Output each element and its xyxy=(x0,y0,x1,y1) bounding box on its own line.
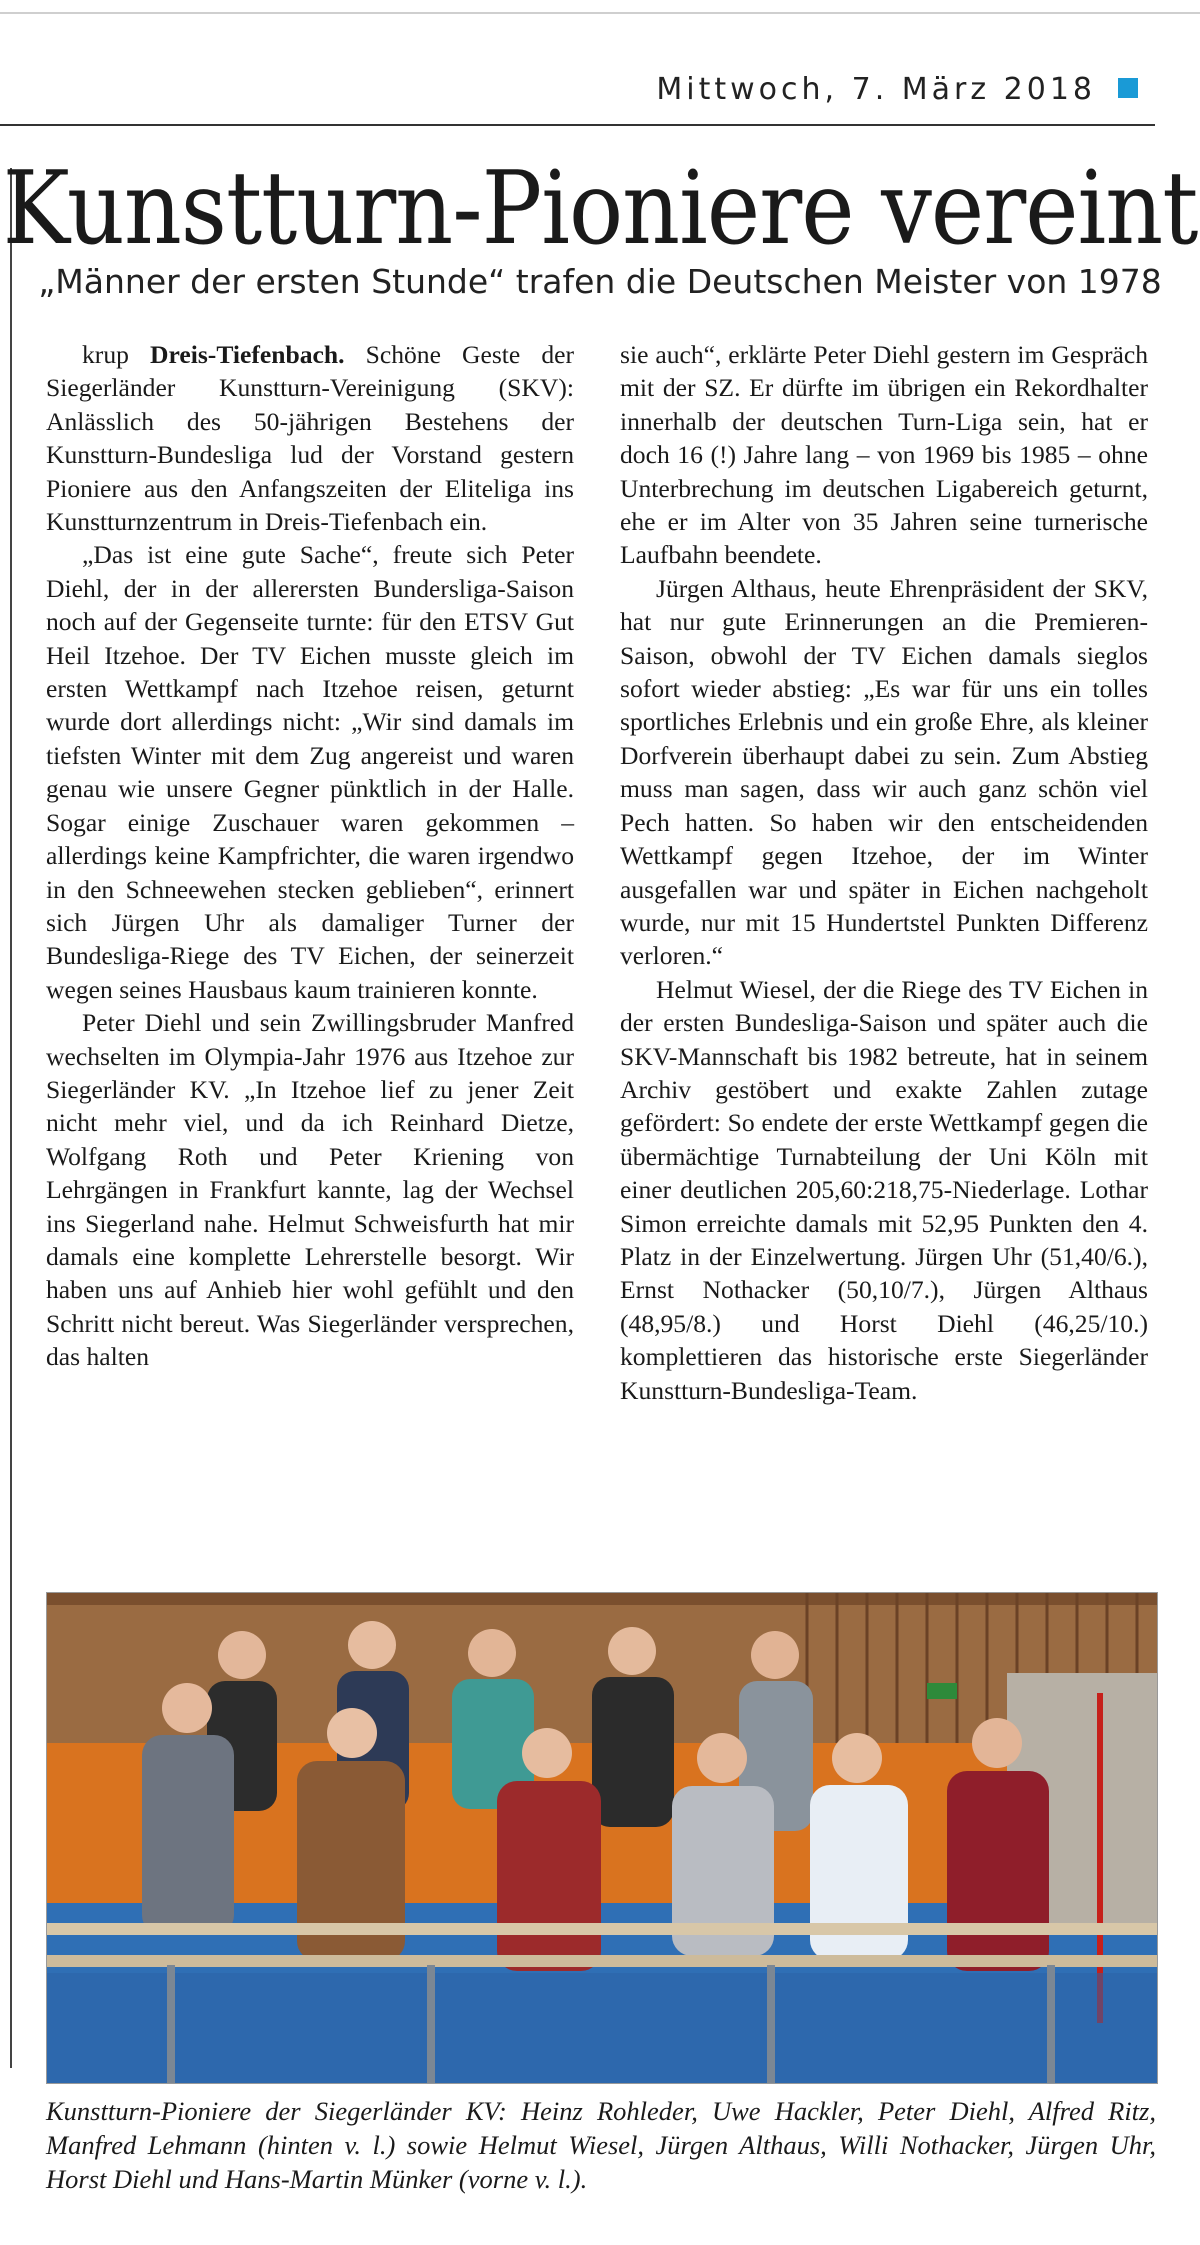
paragraph: sie auch“, erklärte Peter Diehl gestern im Gespräch mit der SZ. Er dürfte im übrigen ein Rekordhalter innerhalb der deutschen Turn-Liga sein, hat er doch 16 (!) Jahre lang – von 1969 bis 1985 – ohne Unterbrechung im deutschen Ligabereich geturnt, ehe er im Alter von 35 Jahren seine turnerische Laufbahn beendete. xyxy=(620,340,1148,570)
subheadline: „Männer der ersten Stunde“ trafen die Deutschen Meister von 1978 xyxy=(38,262,1162,301)
paragraph: Peter Diehl und sein Zwillingsbruder Manfred wechselten im Olympia-Jahr 1976 aus Itzehoe zur Siegerländer KV. „In Itzehoe lief zu jener Zeit nicht mehr viel, und da ich Reinhard Dietze, Wolfgang Roth und Peter Kriening von Lehrgängen in Frankfurt kannte, lag der Wechsel ins Siegerland nahe. Helmut Schweisfurth hat mir damals eine komplette Lehrerstelle besorgt. Wir haben uns auf Anhieb hier wohl gefühlt und den Schritt nicht bereut. Was Siegerländer versprechen, das halten xyxy=(46,1008,574,1372)
top-border xyxy=(0,12,1200,14)
paragraph xyxy=(46,338,574,538)
author-tag: krup xyxy=(82,340,129,369)
issue-date xyxy=(656,72,1138,107)
issue-date-text: Mittwoch, 7. März 2018 xyxy=(656,72,1096,107)
section-marker-square xyxy=(1118,78,1138,98)
headline: Kunstturn-Pioniere vereint xyxy=(2,150,1198,268)
photo-caption: Kunstturn-Pioniere der Siegerländer KV: Heinz Rohleder, Uwe Hackler, Peter Diehl, Alfred Ritz, Manfred Lehmann (hinten v. l.) sowie Helmut Wiesel, Jürgen Althaus, Willi Nothacker, Jürgen Uhr, Horst Diehl und Hans-Martin Münker (vorne v. l.). xyxy=(46,2096,1156,2194)
paragraph-text: Schöne Geste der Siegerländer Kunstturn-Vereinigung (SKV): Anlässlich des 50-jährigen Bestehens der Kunstturn-Bundesliga lud der Vorstand gestern Pioniere aus den Anfangszeiten der Eliteliga ins Kunstturnzentrum in Dreis-Tiefenbach ein. xyxy=(46,340,574,537)
paragraph: „Das ist eine gute Sache“, freute sich Peter Diehl, der in der allerersten Bundersliga-Saison noch auf der Gegenseite turnte: für den ETSV Gut Heil Itzehoe. Der TV Eichen musste gleich im ersten Wettkampf nach Itzehoe reisen, geturnt wurde dort allerdings nicht: „Wir sind damals im tiefsten Winter mit dem Zug angereist und waren genau wie unsere Gegner pünktlich in der Halle. Sogar einige Zuschauer waren gekommen – allerdings keine Kampfrichter, die waren irgendwo in den Schneewehen stecken geblieben“, erinnert sich Jürgen Uhr als damaliger Turner der Bundesliga-Riege des TV Eichen, der seinerzeit wegen seines Hausbaus kaum trainieren konnte. xyxy=(46,540,574,1004)
paragraph: Helmut Wiesel, der die Riege des TV Eichen in der ersten Bundesliga-Saison und später auch die SKV-Mannschaft bis 1982 betreute, hat in seinem Archiv gestöbert und exakte Zahlen zutage gefördert: So endete der erste Wettkampf gegen die übermächtige Turnabteilung der Uni Köln mit einer deutlichen 205,60:218,75-Niederlage. Lothar Simon erreichte damals mit 52,95 Punkten den 4. Platz in der Einzelwertung. Jürgen Uhr (51,40/6.), Ernst Nothacker (50,10/7.), Jürgen Althaus (48,95/8.) und Horst Diehl (46,25/10.) komplettieren das historische erste Siegerländer Kunstturn-Bundesliga-Team. xyxy=(620,974,1148,1405)
header-rule xyxy=(0,124,1155,126)
group-photo-illustration xyxy=(47,1593,1157,2083)
article-column-left xyxy=(46,338,574,1374)
dateline-place: Dreis-Tiefenbach. xyxy=(149,340,345,369)
group-photo xyxy=(46,1592,1158,2084)
column-margin-rule xyxy=(10,168,12,2068)
article-column-right xyxy=(620,338,1148,1407)
paragraph: Jürgen Althaus, heute Ehrenpräsident der SKV, hat nur gute Erinnerungen an die Premieren-Saison, obwohl der TV Eichen damals sieglos sofort wieder abstieg: „Es war für uns ein tolles sportliches Erlebnis und ein große Ehre, als kleiner Dorfverein überhaupt dabei zu sein. Zum Abstieg muss man sagen, dass wir auch ganz schön viel Pech hatten. So haben wir den entscheidenden Wettkampf gegen Itzehoe, der im Winter ausgefallen war und später in Eichen nachgeholt wurde, nur mit 15 Hundertstel Punkten Differenz verloren.“ xyxy=(620,573,1148,971)
